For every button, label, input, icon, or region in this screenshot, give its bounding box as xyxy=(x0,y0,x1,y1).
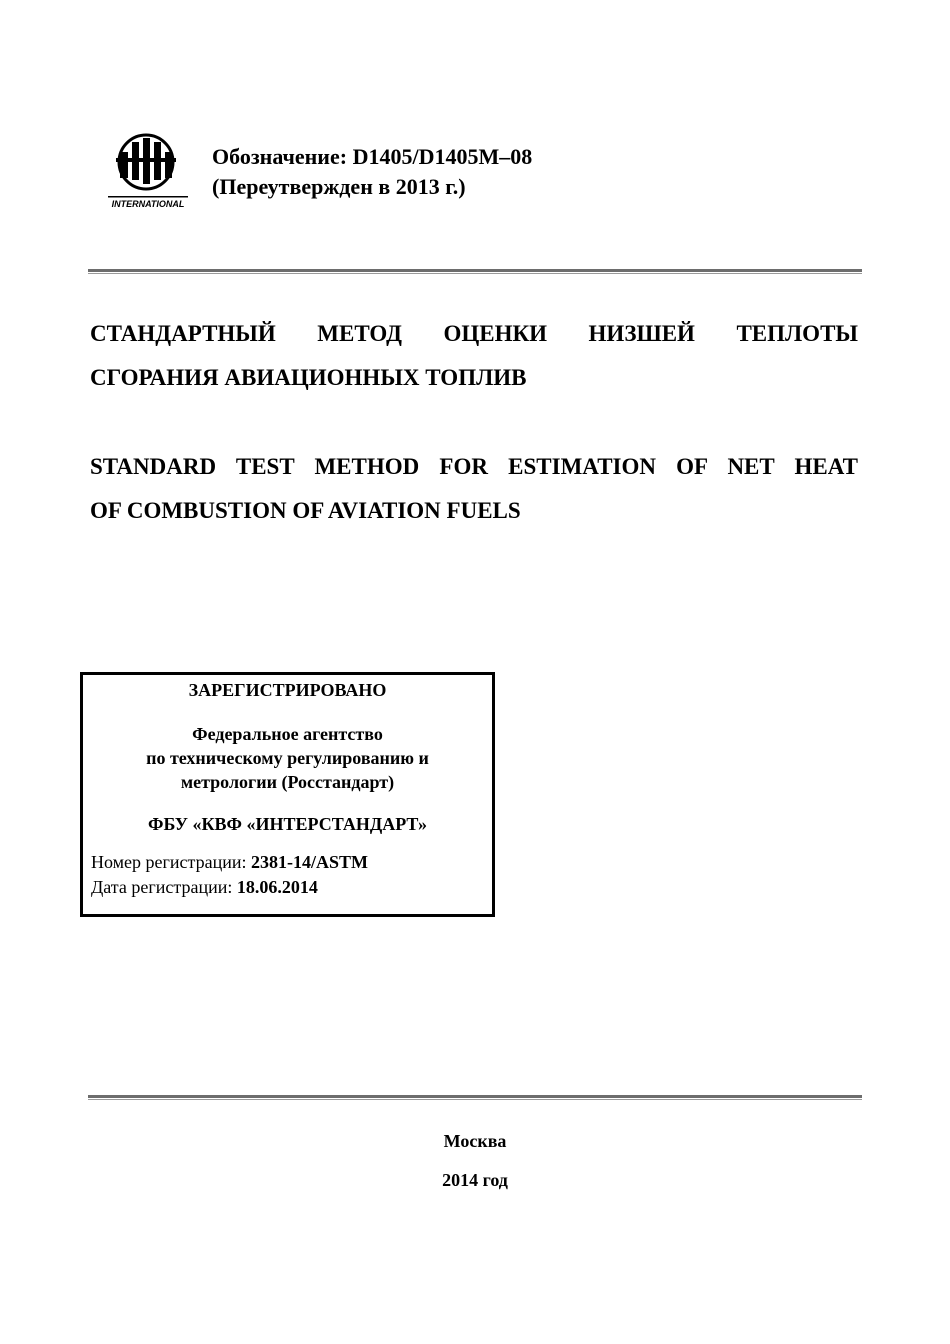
footer-divider xyxy=(88,1095,862,1100)
registration-stamp xyxy=(80,672,495,917)
registration-date-row xyxy=(91,877,318,898)
header-divider xyxy=(88,269,862,274)
registration-date-label: Дата регистрации: xyxy=(91,877,237,897)
logo-subtext: INTERNATIONAL xyxy=(111,199,185,209)
registration-organization: ФБУ «КВФ «ИНТЕРСТАНДАРТ» xyxy=(148,814,427,834)
title-russian xyxy=(90,312,858,400)
publication-year: 2014 год xyxy=(442,1170,508,1190)
agency-line-3: метрологии (Росстандарт) xyxy=(180,772,395,792)
designation-code: Обозначение: D1405/D1405M–08 xyxy=(212,144,533,169)
registration-number-label: Номер регистрации: xyxy=(91,852,252,872)
title-ru-line-2: СГОРАНИЯ АВИАЦИОННЫХ ТОПЛИВ xyxy=(90,365,527,390)
agency-line-1: Федеральное агентство xyxy=(192,724,383,744)
title-ru-line-1: СТАНДАРТНЫЙ МЕТОД ОЦЕНКИ НИЗШЕЙ ТЕПЛОТЫ xyxy=(90,321,858,346)
registration-number-value: 2381-14/ASTM xyxy=(251,852,369,872)
agency-line-2: по техническому регулированию и xyxy=(146,748,429,768)
registration-date-value: 18.06.2014 xyxy=(236,877,318,897)
publication-city: Москва xyxy=(443,1131,507,1151)
title-en-line-2: OF COMBUSTION OF AVIATION FUELS xyxy=(90,498,521,523)
registration-number-row xyxy=(91,852,368,873)
registration-heading: ЗАРЕГИСТРИРОВАНО xyxy=(188,680,387,700)
title-english xyxy=(90,445,858,533)
document-designation xyxy=(212,142,532,202)
astm-logo xyxy=(106,128,190,210)
registration-agency xyxy=(83,722,492,794)
title-en-line-1: STANDARD TEST METHOD FOR ESTIMATION OF NET HEAT xyxy=(90,454,858,479)
reapproval-note: (Переутвержден в 2013 г.) xyxy=(212,174,466,199)
